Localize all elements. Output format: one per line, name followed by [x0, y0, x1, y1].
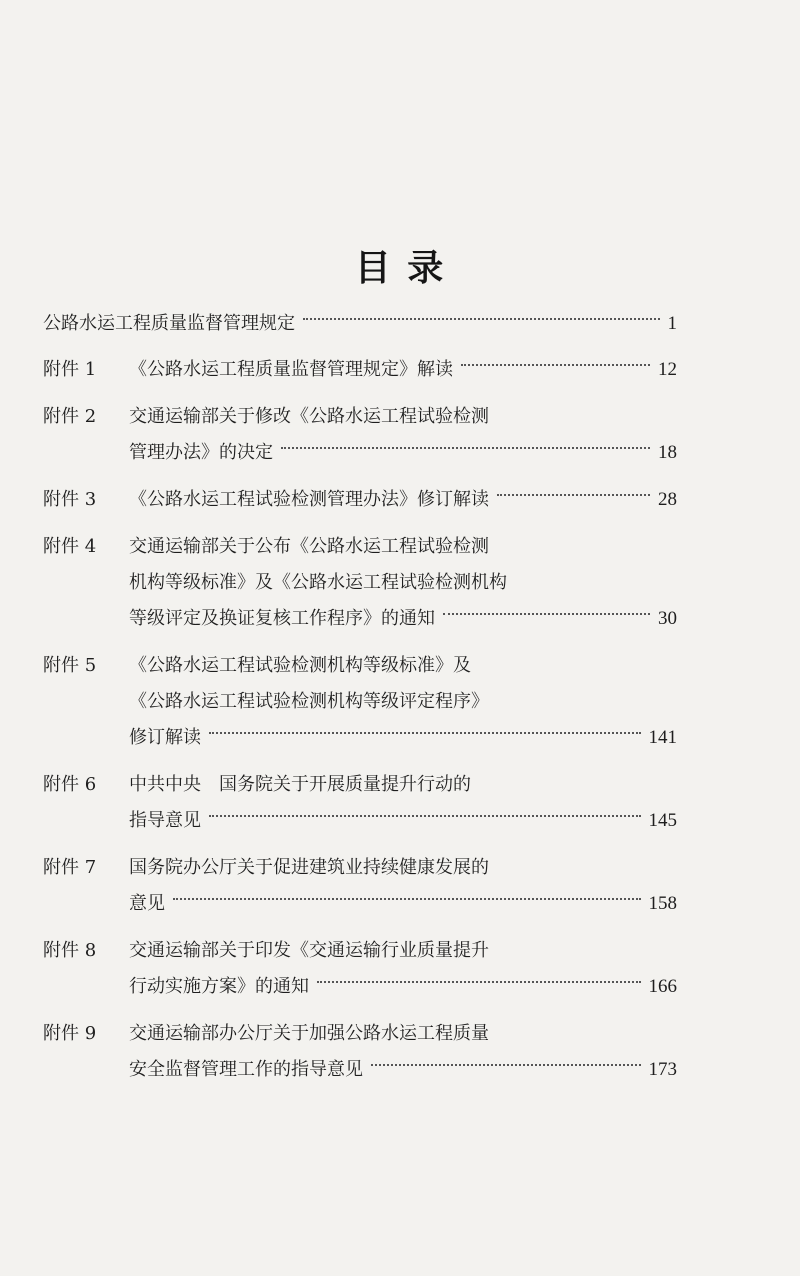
dot-leader	[497, 494, 650, 496]
toc-entry-title-line: 国务院办公厅关于促进建筑业持续健康发展的	[129, 857, 489, 878]
toc-entry-title-line: 行动实施方案》的通知	[129, 976, 309, 997]
toc-entry-body	[43, 306, 677, 342]
toc-entry-body	[129, 352, 677, 388]
toc-entry[interactable]	[43, 482, 677, 518]
page-number: 1	[667, 313, 677, 334]
page-number: 12	[658, 359, 677, 380]
toc-entry-title-line: 中共中央 国务院关于开展质量提升行动的	[129, 774, 471, 795]
toc-entry[interactable]	[43, 767, 677, 839]
toc-entry-title-line: 管理办法》的决定	[129, 442, 273, 463]
page-number: 30	[658, 608, 677, 629]
toc-entry-body	[129, 933, 677, 1005]
toc-entry-title-line: 等级评定及换证复核工作程序》的通知	[129, 608, 435, 629]
toc-entry[interactable]	[43, 648, 677, 756]
toc-entry-final-line	[43, 306, 677, 342]
dot-leader	[317, 981, 641, 983]
table-of-contents	[43, 306, 677, 1099]
toc-entry-body	[129, 1016, 677, 1088]
dot-leader	[371, 1064, 641, 1066]
toc-entry-title-line: 安全监督管理工作的指导意见	[129, 1059, 363, 1080]
appendix-label: 附件 9	[43, 1023, 97, 1044]
page-number: 28	[658, 489, 677, 510]
page-number: 158	[648, 893, 677, 914]
toc-entry-final-line	[129, 601, 677, 637]
appendix-label: 附件 7	[43, 857, 97, 878]
toc-entry[interactable]	[43, 1016, 677, 1088]
toc-entry-final-line	[129, 720, 677, 756]
toc-entry[interactable]	[43, 850, 677, 922]
toc-entry-final-line	[129, 886, 677, 922]
toc-entry-body	[129, 482, 677, 518]
dot-leader	[443, 613, 650, 615]
appendix-label: 附件 3	[43, 489, 97, 510]
page-number: 166	[648, 976, 677, 997]
toc-entry-final-line	[129, 1052, 677, 1088]
appendix-label: 附件 6	[43, 774, 97, 795]
toc-entry-body	[129, 767, 677, 839]
toc-entry[interactable]	[43, 352, 677, 388]
toc-entry-title-line: 《公路水运工程质量监督管理规定》解读	[129, 359, 453, 380]
appendix-label: 附件 5	[43, 655, 97, 676]
toc-entry-title-line: 《公路水运工程试验检测机构等级标准》及	[129, 655, 471, 676]
appendix-label: 附件 1	[43, 359, 97, 380]
toc-entry-body	[129, 529, 677, 637]
toc-entry-final-line	[129, 352, 677, 388]
dot-leader	[209, 732, 641, 734]
dot-leader	[303, 318, 660, 320]
page-number: 141	[648, 727, 677, 748]
toc-entry-body	[129, 399, 677, 471]
page-number: 18	[658, 442, 677, 463]
toc-entry-final-line	[129, 969, 677, 1005]
dot-leader	[209, 815, 641, 817]
appendix-label: 附件 2	[43, 406, 97, 427]
toc-entry-title-line: 修订解读	[129, 727, 201, 748]
toc-entry-final-line	[129, 803, 677, 839]
toc-entry-title-line: 意见	[129, 893, 165, 914]
toc-entry-body	[129, 648, 677, 756]
toc-title: 目 录	[354, 248, 446, 289]
toc-entry-title-line: 公路水运工程质量监督管理规定	[43, 313, 295, 334]
toc-entry-body	[129, 850, 677, 922]
toc-entry-title-line: 《公路水运工程试验检测管理办法》修订解读	[129, 489, 489, 510]
toc-entry-title-line: 交通运输部关于印发《交通运输行业质量提升	[129, 940, 489, 961]
dot-leader	[461, 364, 650, 366]
toc-entry[interactable]	[43, 529, 677, 637]
toc-entry-title-line: 交通运输部关于公布《公路水运工程试验检测	[129, 536, 489, 557]
appendix-label: 附件 4	[43, 536, 97, 557]
page-number: 145	[648, 810, 677, 831]
dot-leader	[173, 898, 641, 900]
toc-entry-final-line	[129, 482, 677, 518]
toc-entry-title-line: 交通运输部关于修改《公路水运工程试验检测	[129, 406, 489, 427]
toc-entry-title-line: 机构等级标准》及《公路水运工程试验检测机构	[129, 572, 507, 593]
appendix-label: 附件 8	[43, 940, 97, 961]
dot-leader	[281, 447, 650, 449]
toc-entry[interactable]	[43, 933, 677, 1005]
toc-entry[interactable]	[43, 399, 677, 471]
toc-entry-title-line: 指导意见	[129, 810, 201, 831]
toc-entry[interactable]	[43, 306, 677, 342]
toc-entry-title-line: 《公路水运工程试验检测机构等级评定程序》	[129, 691, 489, 712]
toc-entry-title-line: 交通运输部办公厅关于加强公路水运工程质量	[129, 1023, 489, 1044]
page-number: 173	[648, 1059, 677, 1080]
toc-entry-final-line	[129, 435, 677, 471]
